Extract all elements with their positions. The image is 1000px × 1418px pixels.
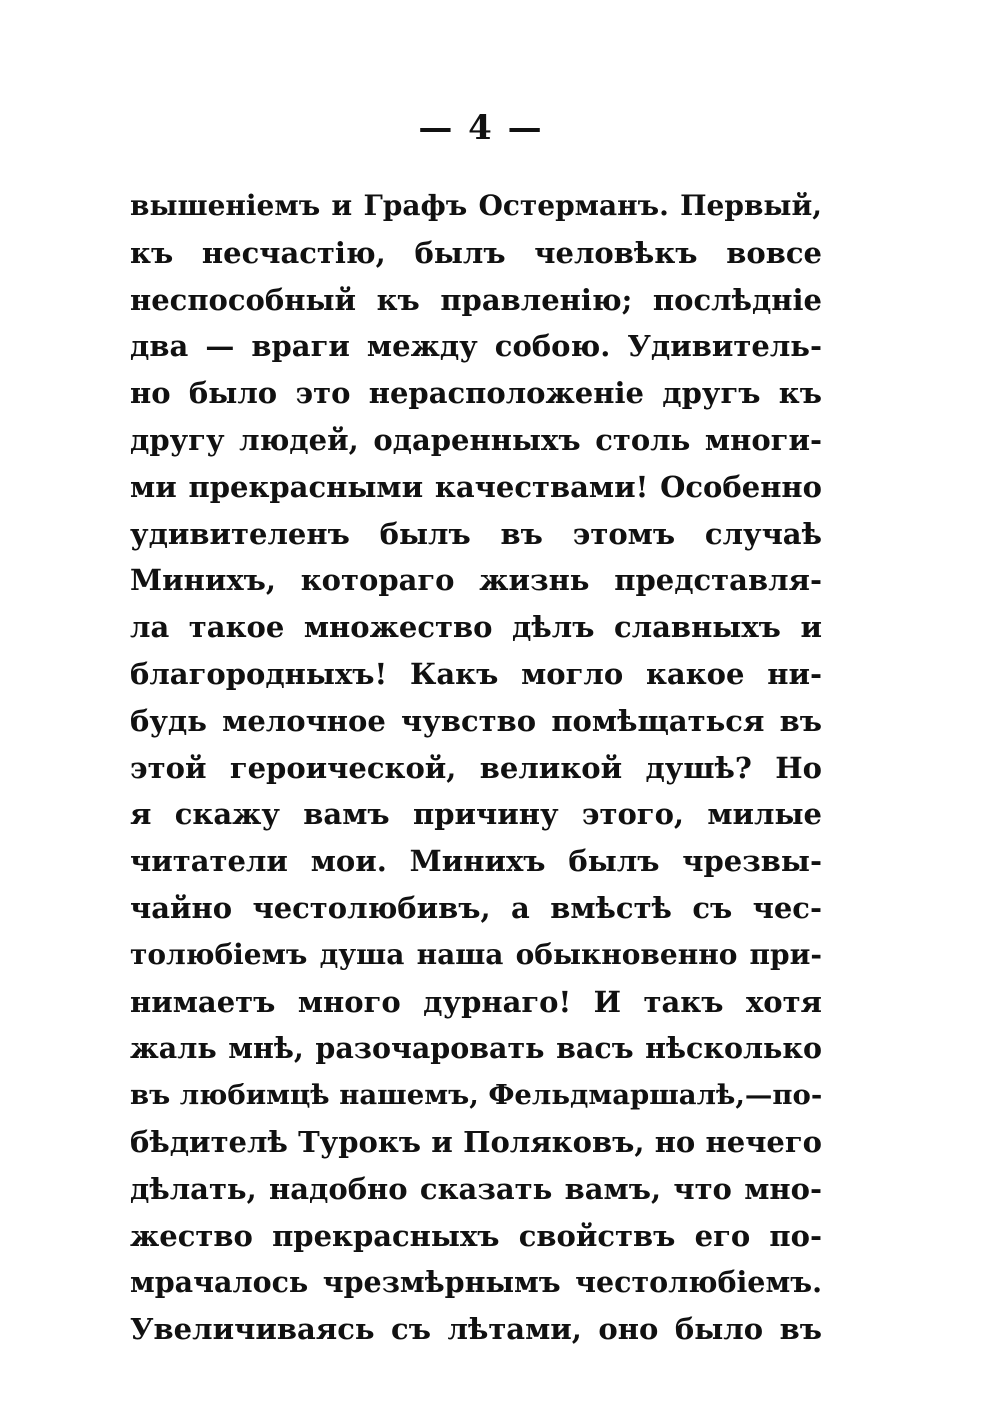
text-line: нимаетъ много дурнаго! И такъ хотя: [130, 984, 822, 1019]
text-line: удивителенъ былъ въ этомъ случаѣ: [130, 516, 822, 551]
text-line: къ несчастію, былъ человѣкъ вовсе: [130, 235, 822, 270]
text-line: неспособный къ правленію; послѣдніе: [130, 282, 822, 317]
text-line: бѣдителѣ Турокъ и Поляковъ, но нечего: [130, 1124, 822, 1159]
text-line: чайно честолюбивъ, а вмѣстѣ съ чес-: [130, 890, 822, 925]
text-line: читатели мои. Минихъ былъ чрезвы-: [130, 844, 822, 879]
text-line: но было это нерасположеніе другъ къ: [130, 376, 822, 411]
text-line: дѣлать, надобно сказать вамъ, что мно-: [130, 1171, 822, 1206]
text-line: будь мелочное чувство помѣщаться въ: [130, 703, 822, 738]
text-line: Минихъ, котораго жизнь представля-: [130, 563, 822, 598]
text-line: этой героической, великой душѣ? Но: [130, 750, 822, 785]
text-line: толюбіемъ душа наша обыкновенно при-: [130, 937, 822, 971]
text-line: два — враги между собою. Удивитель-: [130, 329, 822, 364]
text-line: жество прекрасныхъ свойствъ его по-: [130, 1218, 822, 1253]
text-line: жаль мнѣ, разочаровать васъ нѣсколько: [130, 1031, 822, 1066]
text-line: Увеличиваясь съ лѣтами, оно было въ: [130, 1312, 822, 1347]
text-line: въ любимцѣ нашемъ, Фельдмаршалѣ,—по-: [130, 1079, 822, 1112]
text-line: благородныхъ! Какъ могло какое ни-: [130, 656, 822, 691]
page-number: — 4 —: [418, 108, 544, 148]
text-line: мрачалось чрезмѣрнымъ честолюбіемъ.: [130, 1265, 822, 1300]
body-text: [130, 183, 822, 1353]
text-line: ми прекрасными качествами! Особенно: [130, 469, 822, 504]
text-line: я скажу вамъ причину этого, милые: [130, 797, 822, 832]
text-line: другу людей, одаренныхъ столь многи-: [130, 422, 822, 457]
text-line: ла такое множество дѣлъ славныхъ и: [130, 610, 822, 645]
text-line: вышеніемъ и Графъ Остерманъ. Первый,: [130, 189, 822, 222]
